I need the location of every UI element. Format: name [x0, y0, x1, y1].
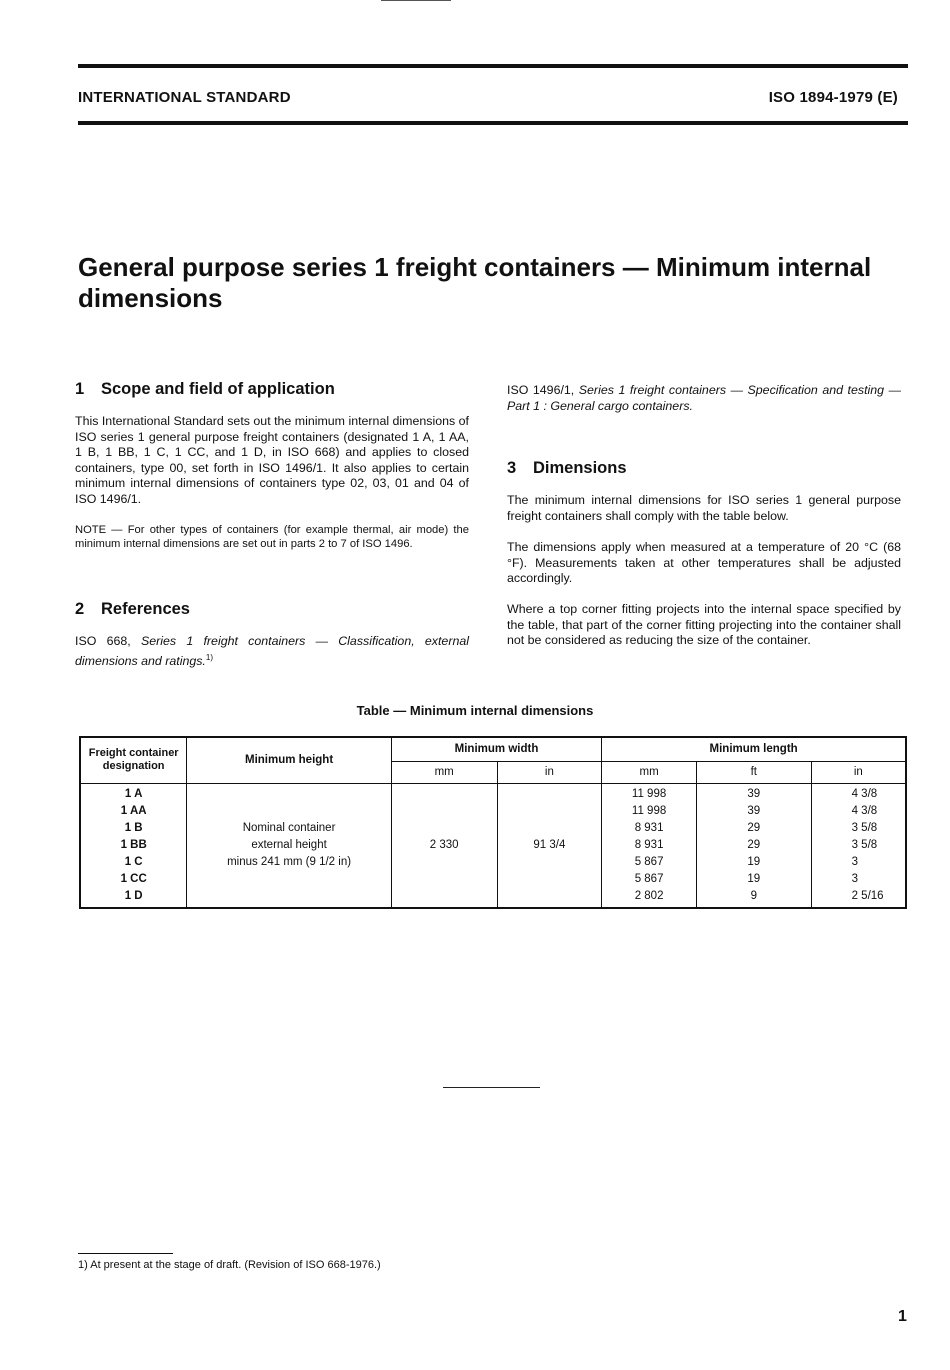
footnote-marker: 1)	[205, 652, 213, 662]
designation-cell: 1 D	[124, 889, 143, 902]
section-1-heading	[75, 380, 335, 399]
section-1-number: 1	[75, 380, 85, 398]
header-length-mm: mm	[602, 761, 697, 783]
section-1-title: Scope and field of application	[101, 380, 335, 398]
table-caption: Table — Minimum internal dimensions	[356, 703, 594, 718]
height-text-line: minus 241 mm (9 1/2 in)	[227, 855, 352, 868]
length-mm-cell: 2 802	[634, 889, 664, 902]
length-in-cell: 3	[851, 872, 858, 885]
header-rule-bottom	[78, 121, 908, 125]
length-mm-cell: 11 998	[631, 804, 667, 817]
section-1-note: NOTE — For other types of containers (for example thermal, air mode) the minimum internal dimensions are set out in parts 2 to 7 of ISO 1496.	[75, 524, 469, 550]
reference-iso-1496	[507, 383, 901, 414]
header-width-mm: mm	[391, 761, 497, 783]
length-mm-cell: 5 867	[634, 872, 664, 885]
section-2-heading	[75, 600, 190, 619]
section-3-number: 3	[507, 459, 517, 477]
length-mm-cell: 11 998	[631, 787, 667, 800]
document-title: General purpose series 1 freight containers — Minimum internal dimensions	[78, 252, 872, 313]
header-minimum-height: Minimum height	[187, 737, 391, 783]
designation-cell: 1 B	[124, 821, 143, 834]
section-3-paragraph-3: Where a top corner fitting projects into the internal space specified by the table, that part of the corner fitting projecting into the container shall not be considered as reducing the size of the container.	[507, 602, 901, 647]
end-separator-line	[443, 1087, 540, 1088]
dimensions-table	[79, 736, 907, 909]
section-3-title: Dimensions	[533, 459, 627, 477]
column-designation	[80, 783, 187, 908]
length-in-cell: 3 5/8	[851, 821, 878, 834]
column-length-ft	[696, 783, 811, 908]
length-ft-cell: 29	[747, 821, 761, 834]
length-mm-cell: 5 867	[634, 855, 664, 868]
header-length-ft: ft	[696, 761, 811, 783]
page-number: 1	[898, 1308, 907, 1325]
section-2-title: References	[101, 600, 190, 618]
length-in-cell: 4 3/8	[851, 787, 878, 800]
section-2-number: 2	[75, 600, 85, 618]
reference-2-prefix: ISO 1496/1,	[507, 383, 575, 397]
reference-1-title: Series 1 freight containers — Classification, external dimensions and ratings.	[75, 634, 469, 668]
designation-cell: 1 A	[124, 787, 143, 800]
reference-2-title: Series 1 freight containers — Specification and testing — Part 1 : General cargo containers.	[507, 383, 901, 413]
length-in-cell: 3	[851, 855, 858, 868]
length-in-cell: 3 5/8	[851, 838, 878, 851]
width-mm-cell: 2 330	[391, 783, 497, 908]
reference-1-prefix: ISO 668,	[75, 634, 131, 648]
width-in-cell: 91 3/4	[497, 783, 602, 908]
designation-cell: 1 CC	[120, 872, 147, 885]
designation-cell: 1 AA	[120, 804, 147, 817]
length-ft-cell: 39	[747, 787, 761, 800]
length-mm-cell: 8 931	[634, 838, 664, 851]
length-in-cell: 2 5/16	[851, 889, 884, 902]
header-standard-number: ISO 1894-1979 (E)	[768, 89, 898, 106]
length-mm-cell: 8 931	[634, 821, 664, 834]
height-text-line: Nominal container	[242, 821, 336, 834]
header-length-in: in	[811, 761, 906, 783]
length-ft-cell: 39	[747, 804, 761, 817]
footnote-text: 1) At present at the stage of draft. (Revision of ISO 668-1976.)	[78, 1259, 381, 1271]
header-minimum-length: Minimum length	[602, 737, 906, 761]
height-text-line: external height	[251, 838, 327, 851]
section-3-heading	[507, 459, 627, 478]
length-ft-cell: 29	[747, 838, 761, 851]
designation-cell: 1 BB	[120, 838, 147, 851]
header-minimum-width: Minimum width	[391, 737, 601, 761]
column-length-mm	[602, 783, 697, 908]
header-rule-top	[78, 64, 908, 68]
header-standard-label: INTERNATIONAL STANDARD	[78, 89, 291, 106]
length-in-cell: 4 3/8	[851, 804, 878, 817]
section-1-paragraph: This International Standard sets out the minimum internal dimensions of ISO series 1 general purpose freight containers (designated 1 A, 1 AA, 1 B, 1 BB, 1 C, 1 CC, and 1 D, in ISO 668) and applies to closed containers, type 00, set forth in ISO 1496/1. It also applies to certain minimum internal dimensions of containers type 02, 03, 01 and 04 of ISO 1496/1.	[75, 414, 469, 506]
column-length-in	[811, 783, 906, 908]
section-3-paragraph-2: The dimensions apply when measured at a temperature of 20 °C (68 °F). Measurements taken at other temperatures shall be adjusted accordingly.	[507, 540, 901, 585]
length-ft-cell: 19	[747, 872, 761, 885]
length-ft-cell: 19	[747, 855, 761, 868]
column-minimum-height	[187, 783, 391, 908]
reference-iso-668	[75, 634, 469, 669]
header-designation: Freight container designation	[80, 737, 187, 783]
section-3-paragraph-1: The minimum internal dimensions for ISO series 1 general purpose freight containers shall comply with the table below.	[507, 493, 901, 523]
footnote-rule	[78, 1253, 173, 1254]
top-edge-line	[381, 0, 451, 1]
header-width-in: in	[497, 761, 602, 783]
designation-cell: 1 C	[124, 855, 143, 868]
length-ft-cell: 9	[750, 889, 757, 902]
